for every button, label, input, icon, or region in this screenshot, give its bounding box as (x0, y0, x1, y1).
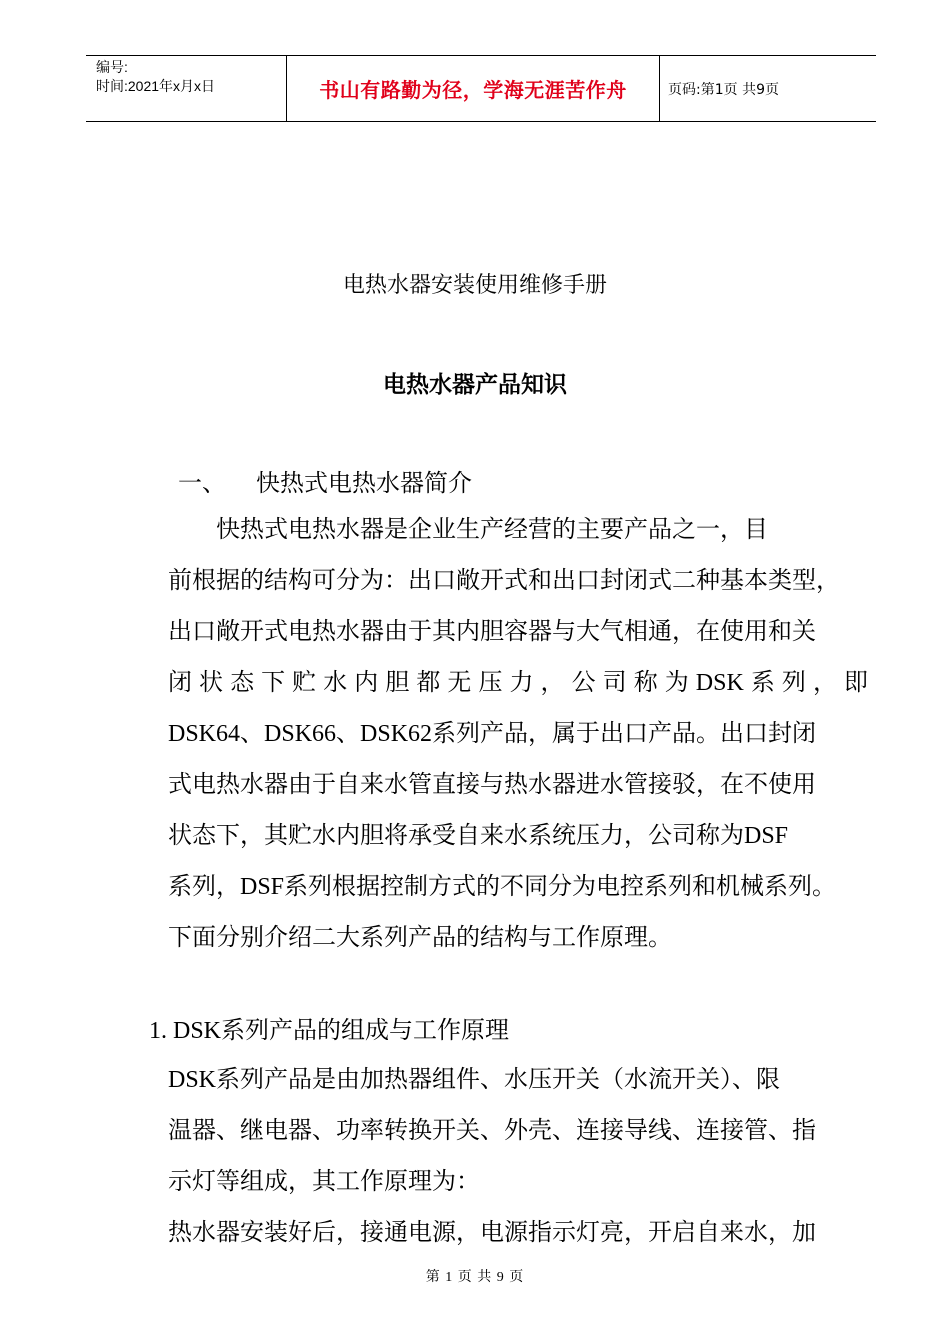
heading-number: 一、 (178, 471, 226, 497)
paragraph-line: 闭状态下贮水内胆都无压力，公司称为DSK系列，即 (168, 670, 868, 696)
paragraph-line: 下面分别介绍二大系列产品的结构与工作原理。 (168, 925, 672, 951)
heading-level-2: 1. DSK系列产品的组成与工作原理 (149, 1018, 510, 1044)
paragraph-line: 式电热水器由于自来水管直接与热水器进水管接驳，在不使用 (168, 772, 816, 798)
header-motto: 书山有路勤为径，学海无涯苦作舟 (287, 56, 660, 121)
heading-text: 快热式电热水器简介 (256, 471, 472, 497)
paragraph-dsk (168, 1055, 868, 1259)
paragraph-line: 热水器安装好后，接通电源，电源指示灯亮，开启自来水，加 (168, 1220, 816, 1246)
document-number-label: 编号: (96, 59, 128, 75)
paragraph-line: 快热式电热水器是企业生产经营的主要产品之一，目 (168, 517, 768, 543)
header-left-cell (86, 56, 287, 121)
paragraph-line: DSK系列产品是由加热器组件、水压开关（水流开关）、限 (168, 1067, 781, 1093)
document-title: 电热水器安装使用维修手册 (342, 272, 607, 297)
page-footer: 第 1 页 共 9 页 (425, 1270, 525, 1285)
header-page-label: 页码:第1页 共9页 (668, 81, 779, 98)
paragraph-line: 前根据的结构可分为：出口敞开式和出口封闭式二种基本类型， (168, 568, 840, 594)
paragraph-line: 状态下，其贮水内胆将承受自来水系统压力，公司称为DSF (168, 823, 789, 849)
section-title: 电热水器产品知识 (383, 372, 567, 397)
paragraph-line: 系列，DSF系列根据控制方式的不同分为电控系列和机械系列。 (168, 874, 837, 900)
paragraph-intro (168, 505, 868, 964)
paragraph-line: 出口敞开式电热水器由于其内胆容器与大气相通，在使用和关 (168, 619, 816, 645)
heading-level-1 (178, 463, 472, 498)
paragraph-line: 温器、继电器、功率转换开关、外壳、连接导线、连接管、指 (168, 1118, 816, 1144)
paragraph-line: 示灯等组成，其工作原理为： (168, 1169, 480, 1195)
page-header-table (86, 55, 876, 122)
document-date-label: 时间:2021年x月x日 (96, 78, 216, 94)
paragraph-line: DSK64、DSK66、DSK62系列产品，属于出口产品。出口封闭 (168, 721, 817, 747)
